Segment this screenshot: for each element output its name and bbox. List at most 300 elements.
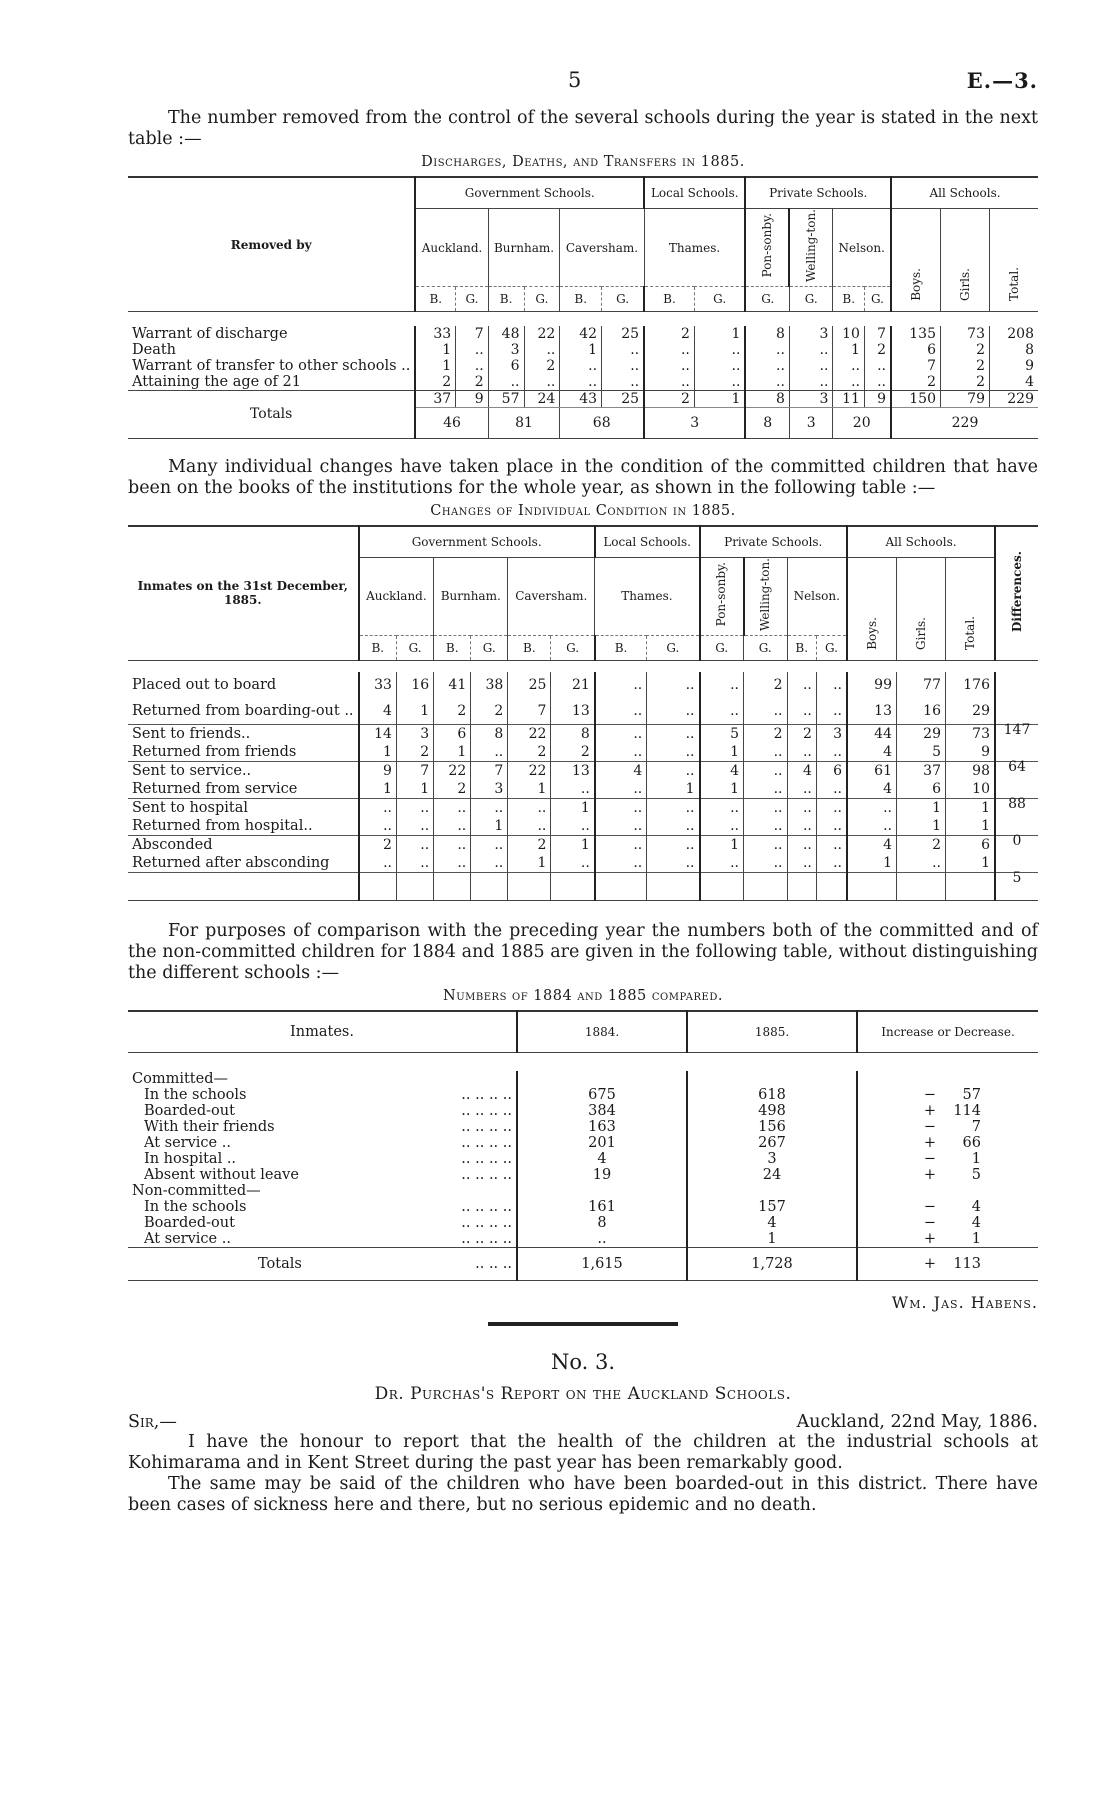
table-cell: .. [647, 854, 700, 873]
combined-total-cell: 229 [891, 407, 1038, 438]
table-cell: .. [700, 799, 744, 818]
row-label-text: Warrant of transfer to other schools .. [132, 357, 411, 374]
table-cell: 61 [847, 762, 897, 781]
table-cell: 2 [644, 326, 694, 342]
report-paragraph-1: I have the honour to report that the health of the children at the industrial schools at Kohimarama and in Kent Street during the past year has been remarkably good. [128, 1431, 1038, 1473]
totals-label [128, 1247, 517, 1280]
table-row [128, 374, 1038, 391]
table-cell: 33 [359, 672, 397, 698]
table-cell: 1 [946, 799, 996, 818]
row-label [128, 1151, 516, 1167]
table-cell: 1 [897, 817, 946, 836]
year-1884-header: 1884. [517, 1011, 687, 1053]
table-cell: 4 [847, 743, 897, 762]
table-cell: .. [647, 672, 700, 698]
sex-header-g: G. [744, 635, 788, 660]
sex-header-b: B. [560, 287, 602, 312]
totals-cell: 9 [864, 390, 891, 407]
school-nelson: Nelson. [833, 209, 891, 287]
table-cell: 2 [456, 374, 488, 391]
table-row [128, 762, 1038, 781]
section-title-row [128, 1183, 1038, 1199]
table-cell: .. [816, 780, 847, 799]
totals-cell: 24 [524, 390, 560, 407]
table-cell: 2 [471, 698, 508, 725]
leader-dots: .. .. .. .. [461, 1214, 512, 1231]
table-row [128, 1087, 1038, 1103]
section-title: Non-committed— [132, 1182, 261, 1199]
table-cell: 1 [560, 342, 602, 358]
table-cell: 29 [897, 725, 946, 744]
table-cell: 4 [595, 762, 647, 781]
table-cell: 208 [990, 326, 1039, 342]
table-cell: 41 [434, 672, 471, 698]
row-label [128, 1199, 516, 1215]
table-cell: 3 [816, 725, 847, 744]
table-cell: 2 [508, 743, 551, 762]
change-value: 66 [962, 1134, 981, 1151]
change-value: 4 [971, 1214, 981, 1231]
row-label-text: In the schools [144, 1086, 247, 1103]
table-cell: .. [694, 358, 745, 374]
table-cell: .. [644, 374, 694, 391]
totals-label-text: Totals [258, 1255, 302, 1272]
table-cell: 176 [946, 672, 996, 698]
table-cell: 8 [471, 725, 508, 744]
table-cell: .. [471, 836, 508, 855]
change-cell [857, 1087, 1038, 1103]
all-girls-header [897, 557, 946, 660]
difference-cell: 147 [995, 686, 1038, 739]
table-row [128, 799, 1038, 818]
table-cell: .. [396, 799, 433, 818]
change-value: 114 [953, 1102, 981, 1119]
table-cell: 48 [488, 326, 524, 342]
change-sign: − [923, 1086, 937, 1103]
table-cell: .. [644, 358, 694, 374]
totals-row [128, 390, 1038, 407]
school-burnham: Burnham. [488, 209, 560, 287]
value-1884: .. [517, 1231, 687, 1248]
table-cell: .. [471, 854, 508, 873]
table-cell: 13 [847, 698, 897, 725]
sex-header-g: G. [602, 287, 645, 312]
school-wellington [789, 209, 833, 287]
change-cell [857, 1119, 1038, 1135]
table-cell: 2 [434, 780, 471, 799]
row-label-text: Boarded-out [144, 1102, 235, 1119]
table-cell: 7 [456, 326, 488, 342]
all-girls-label: Girls. [957, 268, 972, 302]
row-label [128, 1103, 516, 1119]
sex-header-g: G. [816, 635, 847, 660]
value-1885: 4 [687, 1215, 857, 1231]
table1-caption: Discharges, Deaths, and Transfers in 1885. [421, 154, 745, 170]
value-1885: 156 [687, 1119, 857, 1135]
value-1885: 3 [687, 1151, 857, 1167]
table-cell: .. [508, 799, 551, 818]
changes-table [128, 525, 1038, 902]
table-cell: 2 [744, 672, 788, 698]
row-label-text: At service .. [144, 1230, 231, 1247]
table-cell: .. [694, 342, 745, 358]
table-cell: .. [647, 762, 700, 781]
table-cell: .. [602, 358, 645, 374]
school-auckland: Auckland. [415, 209, 488, 287]
sex-header-b: B. [595, 635, 647, 660]
table-cell: .. [787, 672, 816, 698]
all-boys-header [847, 557, 897, 660]
table-cell: .. [396, 854, 433, 873]
row-label: Placed out to board [132, 677, 277, 694]
row-label [128, 1119, 516, 1135]
table-cell: 9 [946, 743, 996, 762]
table2-caption: Changes of Individual Condition in 1885. [430, 502, 736, 519]
table-cell: .. [744, 780, 788, 799]
table-cell: .. [434, 854, 471, 873]
value-1884: 675 [517, 1087, 687, 1103]
table-cell: .. [551, 854, 595, 873]
report-number: No. 3. [550, 1349, 616, 1374]
table-row [128, 358, 1038, 374]
totals-cell: 150 [891, 390, 941, 407]
totals-cell: 43 [560, 390, 602, 407]
total-1885: 1,728 [687, 1247, 857, 1280]
table-cell: .. [700, 672, 744, 698]
table-cell: 6 [816, 762, 847, 781]
totals-cell: 3 [789, 390, 833, 407]
all-boys-label: Boys. [908, 268, 923, 302]
difference-cell: 5 [995, 850, 1038, 887]
total-1884: 1,615 [517, 1247, 687, 1280]
totals-row [128, 1247, 1038, 1280]
table-cell: .. [789, 358, 833, 374]
table-cell: 1 [359, 743, 397, 762]
table-row [128, 698, 1038, 725]
table-cell: 1 [847, 854, 897, 873]
group-government-schools: Government Schools. [415, 177, 644, 209]
school-wellington [744, 557, 788, 635]
table-cell: .. [602, 374, 645, 391]
table-cell: .. [816, 698, 847, 725]
table-cell: 7 [508, 698, 551, 725]
row-label [128, 1215, 516, 1231]
table-row [128, 342, 1038, 358]
table-cell: .. [787, 854, 816, 873]
sex-header-g: G. [647, 635, 700, 660]
change-value: 4 [971, 1198, 981, 1215]
row-label: Returned after absconding [132, 855, 330, 872]
intro-paragraph-2: Many individual changes have taken place in the condition of the committed children that have been on the books of the institutions for the whole year, as shown in the following table :— [128, 456, 1038, 498]
totals-cell: 57 [488, 390, 524, 407]
table-cell: 16 [897, 698, 946, 725]
value-1884: 8 [517, 1215, 687, 1231]
table-cell: .. [700, 854, 744, 873]
row-label: Returned from service [132, 781, 298, 798]
table-cell: 2 [359, 836, 397, 855]
table-cell: .. [456, 342, 488, 358]
value-1885: 1 [687, 1231, 857, 1248]
table-cell: .. [595, 725, 647, 744]
table-cell: .. [816, 799, 847, 818]
table-cell: .. [833, 358, 865, 374]
table-cell: 1 [700, 743, 744, 762]
table-cell: .. [787, 836, 816, 855]
row-label: Sent to hospital [132, 800, 248, 817]
table-cell: 22 [524, 326, 560, 342]
combined-total-cell: 46 [415, 407, 488, 438]
row-label-text: At service .. [144, 1134, 231, 1151]
value-1885: 618 [687, 1087, 857, 1103]
table-row [128, 672, 1038, 698]
table-cell: 6 [434, 725, 471, 744]
change-cell [857, 1199, 1038, 1215]
change-sign: − [923, 1118, 937, 1135]
combined-total-cell: 20 [833, 407, 891, 438]
table-cell: .. [787, 817, 816, 836]
change-value: 1 [971, 1230, 981, 1247]
table-cell: 2 [891, 374, 941, 391]
group-local-schools: Local Schools. [595, 526, 700, 558]
table-cell: .. [787, 698, 816, 725]
table-cell: 1 [647, 780, 700, 799]
differences-header-label: Differences. [1009, 550, 1024, 632]
table-cell: .. [595, 836, 647, 855]
row-label [128, 374, 415, 391]
intro-paragraph-1: The number removed from the control of the several schools during the year is stated in the next table :— [128, 108, 1038, 149]
table-cell: 4 [847, 836, 897, 855]
change-value: 113 [953, 1255, 981, 1272]
sex-header-b: B. [644, 287, 694, 312]
table-cell: 73 [946, 725, 996, 744]
table-cell: .. [647, 725, 700, 744]
table-cell: .. [396, 836, 433, 855]
table-cell: 9 [359, 762, 397, 781]
table-cell: 13 [551, 762, 595, 781]
table-row [128, 1103, 1038, 1119]
totals-cell: 79 [941, 390, 990, 407]
table-cell: .. [694, 374, 745, 391]
leader-dots: .. .. .. [475, 1255, 512, 1272]
change-value: 5 [971, 1166, 981, 1183]
table-cell: 1 [508, 854, 551, 873]
leader-dots: .. .. .. .. [461, 1086, 512, 1103]
all-total-header [946, 557, 996, 660]
value-1884: 201 [517, 1135, 687, 1151]
table-cell: 8 [990, 342, 1039, 358]
sex-header-b: B. [488, 287, 524, 312]
change-value: 1 [971, 1150, 981, 1167]
row-label: Sent to friends.. [132, 726, 251, 743]
school-thames: Thames. [644, 209, 745, 287]
totals-label: Totals [250, 406, 293, 423]
table-cell: 73 [941, 326, 990, 342]
table-cell: 77 [897, 672, 946, 698]
table-cell: .. [744, 854, 788, 873]
totals-cell: 9 [456, 390, 488, 407]
table-cell: 10 [833, 326, 865, 342]
sex-header-b: B. [359, 635, 397, 660]
table-cell: 7 [471, 762, 508, 781]
row-label [128, 326, 415, 342]
leader-dots: .. .. .. .. [461, 1166, 512, 1183]
group-private-schools: Private Schools. [745, 177, 891, 209]
value-1884: 384 [517, 1103, 687, 1119]
salutation-line [128, 1412, 1038, 1432]
table-cell: 42 [560, 326, 602, 342]
combined-total-cell: 68 [560, 407, 644, 438]
leader-dots: .. .. .. .. [461, 1102, 512, 1119]
table-cell: .. [508, 817, 551, 836]
school-caversham: Caversham. [508, 557, 595, 635]
table-cell: 2 [941, 358, 990, 374]
change-cell [857, 1167, 1038, 1183]
difference-cell: 88 [995, 776, 1038, 813]
signature: Wm. Jas. Habens. [891, 1292, 1038, 1312]
report-paragraph-2: The same may be said of the children who have been boarded-out in this district. There have been cases of sickness here and there, but no serious epidemic and no death. [128, 1473, 1038, 1515]
section-divider [488, 1322, 678, 1326]
totals-cell: 8 [745, 390, 789, 407]
all-boys-header [891, 209, 941, 312]
table-cell: 1 [471, 817, 508, 836]
row-label: Returned from boarding-out .. [132, 703, 354, 720]
table-cell: .. [897, 854, 946, 873]
table-cell: .. [471, 799, 508, 818]
table-cell: .. [595, 743, 647, 762]
table-cell: 99 [847, 672, 897, 698]
table-cell: 2 [787, 725, 816, 744]
table-cell: .. [488, 374, 524, 391]
totals-cell: 37 [415, 390, 455, 407]
change-sign: − [923, 1150, 937, 1167]
table-cell: .. [396, 817, 433, 836]
table-cell: 1 [551, 799, 595, 818]
table-row [128, 1231, 1038, 1248]
table-row [128, 780, 1038, 799]
table-cell: .. [647, 698, 700, 725]
table-row [128, 1167, 1038, 1183]
difference-cell: 64 [995, 739, 1038, 776]
table-cell: 1 [700, 780, 744, 799]
row-label: Returned from friends [132, 744, 297, 761]
table-cell: 1 [508, 780, 551, 799]
table-row [128, 326, 1038, 342]
table-cell: 3 [396, 725, 433, 744]
table-cell: .. [434, 836, 471, 855]
table-cell: .. [434, 817, 471, 836]
table-cell: 2 [508, 836, 551, 855]
change-sign: − [923, 1198, 937, 1215]
table-cell: .. [744, 836, 788, 855]
sex-header-g: G. [789, 287, 833, 312]
table-cell: .. [595, 780, 647, 799]
table-cell: .. [595, 672, 647, 698]
table-cell: 4 [787, 762, 816, 781]
table-cell: .. [816, 817, 847, 836]
school-ponsonby-label: Pon-sonby. [714, 561, 729, 627]
table-cell: .. [787, 780, 816, 799]
table-cell: 37 [897, 762, 946, 781]
table-cell: 3 [789, 326, 833, 342]
school-wellington-label: Welling-ton. [803, 209, 818, 283]
table-cell: 6 [897, 780, 946, 799]
school-burnham: Burnham. [434, 557, 508, 635]
group-all-schools: All Schools. [847, 526, 995, 558]
table-row [128, 1151, 1038, 1167]
table-cell: 98 [946, 762, 996, 781]
row-label-text: Death [132, 341, 177, 358]
row-label [128, 1167, 516, 1183]
table-cell: .. [833, 374, 865, 391]
leader-dots: .. .. .. .. [461, 1230, 512, 1247]
value-1884: 161 [517, 1199, 687, 1215]
row-label: Returned from hospital.. [132, 818, 313, 835]
group-government-schools: Government Schools. [359, 526, 595, 558]
table-cell: 1 [396, 698, 433, 725]
table-cell: .. [816, 854, 847, 873]
table-cell: 4 [847, 780, 897, 799]
table-cell: .. [644, 342, 694, 358]
table-cell: 2 [415, 374, 455, 391]
comparison-table [128, 1010, 1038, 1281]
totals-cell: 2 [644, 390, 694, 407]
table-cell: .. [847, 817, 897, 836]
table-cell: .. [602, 342, 645, 358]
leader-dots: .. .. .. .. [461, 1150, 512, 1167]
table-cell: .. [647, 743, 700, 762]
table-cell: .. [551, 817, 595, 836]
school-ponsonby-label: Pon-sonby. [759, 213, 774, 278]
sex-header-g: G. [524, 287, 560, 312]
table-cell: 6 [946, 836, 996, 855]
leader-dots: .. .. .. .. [461, 1198, 512, 1215]
change-sign: − [923, 1214, 937, 1231]
table-cell: .. [560, 374, 602, 391]
table-cell: .. [744, 743, 788, 762]
table-cell: .. [864, 358, 891, 374]
table-cell: 44 [847, 725, 897, 744]
table-cell: .. [787, 743, 816, 762]
value-1885: 24 [687, 1167, 857, 1183]
change-cell [857, 1103, 1038, 1119]
table-cell: .. [560, 358, 602, 374]
table-row [128, 725, 1038, 744]
change-cell [857, 1135, 1038, 1151]
row-label [128, 1135, 516, 1151]
table-cell: 2 [897, 836, 946, 855]
table-cell: .. [744, 799, 788, 818]
value-1884: 163 [517, 1119, 687, 1135]
school-thames: Thames. [595, 557, 700, 635]
table-cell: 8 [551, 725, 595, 744]
sex-header-b: B. [833, 287, 865, 312]
change-cell [857, 1231, 1038, 1248]
row-label-text: In the schools [144, 1198, 247, 1215]
table-row [128, 1199, 1038, 1215]
table-cell: 2 [396, 743, 433, 762]
row-label-text: Warrant of discharge [132, 325, 288, 342]
table-cell: 7 [864, 326, 891, 342]
table-cell: 29 [946, 698, 996, 725]
table-cell: 1 [551, 836, 595, 855]
sex-header-b: B. [434, 635, 471, 660]
table-cell: 1 [694, 326, 745, 342]
table-cell: .. [359, 854, 397, 873]
table-cell: 16 [396, 672, 433, 698]
value-1884: 4 [517, 1151, 687, 1167]
combined-total-cell: 3 [644, 407, 745, 438]
table-cell: .. [595, 698, 647, 725]
